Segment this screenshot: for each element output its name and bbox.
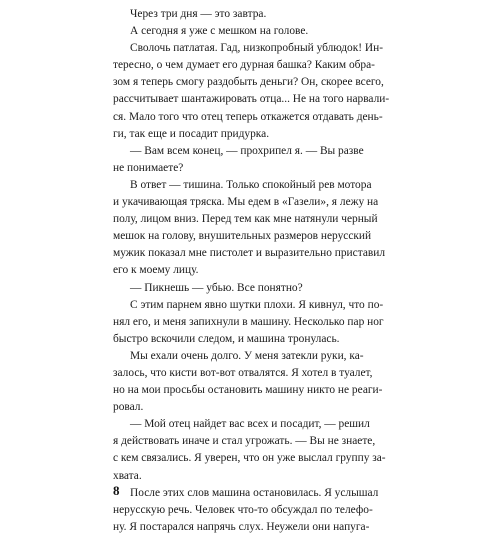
text-line: Через три дня — это завтра. [130,8,267,20]
paragraph [113,23,386,40]
paragraph [113,416,386,433]
paragraph [113,57,386,74]
text-line: мешок на голову, внушительных размеров нерусский [113,230,372,243]
text-line: зом я теперь смогу раздобыть деньги? Он, скорее всего, [113,76,384,89]
text-line: но на мои просьбы остановить машину никто не реаги- [113,384,383,397]
paragraph [113,126,386,143]
text-line: полу, лицом вниз. Перед тем как мне натянули черный [113,213,378,226]
text-line: не понимаете? [113,161,184,174]
paragraph [113,40,386,57]
text-line: я действовать иначе и стал угрожать. — Вы не знаете, [113,435,376,448]
paragraph [113,399,386,416]
text-line: с кем связались. Я уверен, что он уже выслал группу за- [113,452,386,465]
text-line: залось, что кисти вот-вот отвалятся. Я хотел в туалет, [113,366,373,379]
paragraph [113,245,386,262]
text-line: После этих слов машина остановилась. Я услышал [130,486,379,499]
text-line: А сегодня я уже с мешком на голове. [130,25,309,38]
paragraph [113,194,386,211]
paragraph [113,228,386,245]
text-line: ровал. [113,401,144,414]
paragraph [113,468,386,485]
text-line: С этим парнем явно шутки плохи. Я кивнул, что по- [130,298,384,311]
text-line: ги, так еще и посадит придурка. [113,127,270,140]
text-line: хвата. [113,469,142,482]
text-line: нял его, и меня запихнули в машину. Несколько пар ног [113,315,384,328]
paragraph [113,177,386,194]
text-line: тересно, о чем думает его дурная башка? Каким обра- [113,59,375,72]
paragraph [113,297,386,314]
paragraph [113,502,386,519]
page-text [113,6,390,536]
text-line: и укачивающая тряска. Мы едем в «Газели», я лежу на [113,196,379,209]
paragraph [113,433,386,450]
paragraph [113,519,386,536]
text-line: рассчитывает шантажировать отца... Не на того нарвали- [113,93,390,106]
text-line: В ответ — тишина. Только спокойный рев мотора [130,178,372,191]
paragraph [113,348,386,365]
paragraph [113,211,386,228]
text-line: Сволочь патлатая. Гад, низкопробный ублюдок! Ин- [130,42,384,55]
text-line: Мы ехали очень долго. У меня затекли руки, ка- [130,349,364,362]
page-number: 8 [113,483,120,498]
paragraph [113,450,386,467]
text-line: нерусскую речь. Человек что-то обсуждал по телефо- [113,503,373,516]
paragraph [113,143,386,160]
paragraph [113,109,386,126]
text-line: мужик показал мне пистолет и выразительно приставил [113,247,386,260]
text-line: — Пикнешь — убью. Все понятно? [130,281,303,294]
text-line: — Мой отец найдет вас всех и посадит, — решил [130,418,370,431]
paragraph [113,91,390,108]
text-line: ся. Мало того что отец теперь откажется отдавать день- [113,110,383,123]
paragraph [113,331,386,348]
paragraph [113,262,386,279]
paragraph [113,74,386,91]
paragraph [113,280,386,297]
paragraph [113,160,386,177]
paragraph [113,485,386,502]
paragraph [113,6,386,23]
paragraph [113,314,386,331]
text-line: ну. Я постарался напрячь слух. Неужели они напуга- [113,520,370,533]
text-line: его к моему лицу. [113,264,199,277]
paragraph [113,365,386,382]
text-line: быстро вскочили следом, и машина тронулась. [113,332,340,345]
text-line: — Вам всем конец, — прохрипел я. — Вы разве [130,144,364,157]
paragraph [113,382,386,399]
